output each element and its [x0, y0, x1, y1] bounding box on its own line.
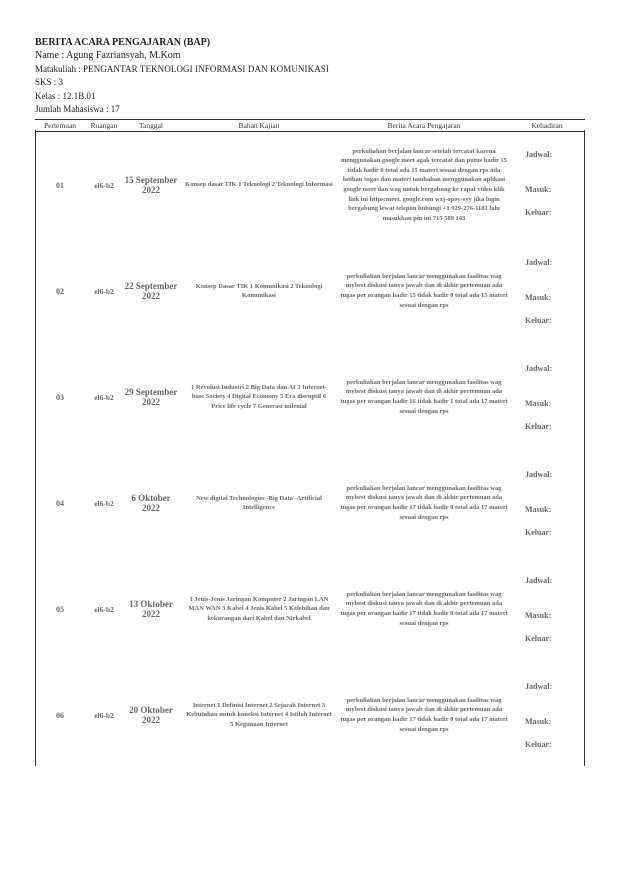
table-row — [35, 132, 585, 239]
kehadiran-keluar-label: Keluar: — [525, 740, 552, 749]
bahan-kajian-cell: 1 Revolusi Industri 2 Big Data dan AI 3 Internet-base Society 4 Digital Economy 5 Era disruptif 6 Price life cycle 7 Generasi milenial — [191, 383, 327, 410]
kehadiran-masuk-label: Masuk: — [525, 717, 552, 726]
tanggal-cell: 29 September 2022 — [124, 386, 178, 407]
pertemuan-cell: 03 — [56, 392, 64, 402]
table-header-row — [35, 120, 585, 132]
kehadiran-group — [517, 132, 585, 238]
tanggal-cell: 6 Oktober 2022 — [131, 492, 171, 513]
ruangan-cell: el6-b2 — [94, 180, 114, 190]
berita-acara-cell: perkuliahan berjalan lancar menggunakan fasilitas wag mybest diskusi tanya jawab dan di akhir pertemuan ada tugas per orangan hadir 17 tidak hadir 0 total ada 17 materi sesuai dengan rps — [340, 590, 508, 627]
table-row — [35, 556, 585, 662]
table-body — [35, 132, 585, 769]
ruangan-cell: el6-b2 — [94, 710, 114, 720]
bahan-kajian-cell: Konsep Dasar TIK 1 Komunikasi 2 Teknologi Komunikasi — [195, 282, 323, 299]
berita-acara-cell: perkuliahan berjalan lancar menggunakan fasilitas wag mybest diskusi tanya jawab dan di akhir pertemuan ada tugas per orangan hadir 16 tidak hadir 1 total ada 17 materi sesuai dengan rps — [340, 378, 508, 415]
kehadiran-keluar-label: Keluar: — [525, 634, 552, 643]
matakuliah-line — [35, 63, 595, 76]
col-header-tanggal: Tanggal — [123, 120, 179, 132]
col-header-berita-acara: Berita Acara Pengajaran — [339, 120, 509, 132]
kehadiran-group — [517, 556, 585, 662]
kehadiran-cell — [509, 450, 585, 556]
ruangan-cell: el6-b2 — [94, 392, 114, 402]
matakuliah-value: PENGANTAR TEKNOLOGI INFORMASI DAN KOMUNIKASI — [83, 63, 330, 74]
tanggal-cell: 22 September 2022 — [124, 280, 178, 301]
tanggal-cell: 20 Oktober 2022 — [129, 704, 173, 725]
kehadiran-masuk-label: Masuk: — [525, 611, 552, 620]
bahan-kajian-cell: Konsep dasar TIK 1 Teknologi 2 Teknologi Informasi — [185, 181, 333, 189]
bahan-kajian-cell: 1 Jenis-Jenis Jaringan Komputer 2 Jaringan LAN MAN WAN 3 Kabel 4 Jenis Kabel 5 Kelebihan dan kekurangan dari Kabel dan Nirkabel — [188, 595, 330, 622]
name-label: Name : — [35, 50, 67, 62]
pertemuan-cell: 05 — [56, 604, 64, 614]
kehadiran-group — [517, 344, 585, 450]
tanggal-cell: 15 September 2022 — [124, 174, 178, 195]
ruangan-cell: el6-b2 — [94, 498, 114, 508]
kehadiran-cell — [509, 662, 585, 768]
col-header-ruangan: Ruangan — [85, 120, 123, 132]
kehadiran-jadwal-label: Jadwal: — [525, 576, 553, 585]
kehadiran-jadwal-label: Jadwal: — [525, 682, 553, 691]
pertemuan-cell: 06 — [56, 710, 64, 720]
pertemuan-cell: 04 — [56, 498, 64, 508]
sks-line: SKS : 3 — [35, 77, 64, 88]
kehadiran-jadwal-label: Jadwal: — [525, 470, 553, 479]
ruangan-cell: el6-b2 — [94, 286, 114, 296]
bahan-kajian-cell: Internet 1 Definisi Internet 2 Sejarah Internet 3 Kebutuhan untuk koneksi Internet 4 Istilah Internet 5 Kegunaan Internet — [186, 701, 332, 728]
kehadiran-masuk-label: Masuk: — [525, 293, 552, 302]
kehadiran-cell — [509, 344, 585, 450]
kelas-line: Kelas : 12.1B.01 — [35, 90, 96, 101]
kehadiran-group — [517, 662, 585, 768]
kehadiran-keluar-label: Keluar: — [525, 208, 552, 217]
bahan-kajian-cell: New digital Technologies -Big Data -Artificial Intelligence — [196, 494, 322, 511]
kehadiran-keluar-label: Keluar: — [525, 316, 552, 325]
kehadiran-masuk-label: Masuk: — [525, 505, 552, 514]
table-row — [35, 662, 585, 768]
jumlah-mahasiswa-line: Jumlah Mahasiswa : 17 — [35, 104, 120, 115]
kehadiran-jadwal-label: Jadwal: — [525, 150, 553, 159]
bap-table — [35, 119, 585, 768]
kehadiran-masuk-label: Masuk: — [525, 399, 552, 408]
berita-acara-cell: perkuliahan berjalan lancar menggunakan fasilitas wag mybest diskusi tanya jawab dan di akhir pertemuan ada tugas per orangan hadir 17 tidak hadir 0 total ada 17 materi sesuai dengan rps — [340, 484, 508, 521]
kehadiran-cell — [509, 132, 585, 239]
col-header-kehadiran: Kehadiran — [509, 120, 585, 132]
kehadiran-cell — [509, 556, 585, 662]
tanggal-cell: 13 Oktober 2022 — [129, 598, 173, 619]
berita-acara-cell: perkuliahan berjalan lancar menggunakan fasilitas wag mybest diskusi tanya jawab dan di akhir pertemuan ada tugas per orangan hadir 15 tidak hadir 0 total ada 15 materi sesuai dengan rps — [340, 272, 508, 309]
document-title: BERITA ACARA PENGAJARAN (BAP) — [35, 37, 211, 48]
document-header — [35, 36, 595, 116]
kehadiran-keluar-label: Keluar: — [525, 528, 552, 537]
berita-acara-cell: perkuliahan berjalan lancar setelah tercatat karena menggunakan google meet agak tercatat dan putus hadir 15 tidak hadir 0 total ada 15 materi sesuai dengan rps ada latihan tugas dan materi tambahan menggunakan aplikasi google meet dan wag untuk bergabung ke rapat video klik link ini https:meet. google.com wxj-opoy-syy jika login bergabung lewat telepon hubungi +1 929-276-1181 lalu masukkan pin ini 715 589 143 — [341, 147, 507, 222]
col-header-bahan-kajian: Bahan Kajian — [179, 120, 339, 132]
lecturer-name: Agung Fazriansyah, M.Kom — [66, 50, 181, 62]
kehadiran-jadwal-label: Jadwal: — [525, 364, 553, 373]
pertemuan-cell: 01 — [56, 180, 64, 190]
kehadiran-cell — [509, 238, 585, 344]
berita-acara-cell: perkuliahan berjalan lancar menggunakan fasilitas wag mybest diskusi tanya jawab dan di akhir pertemuan ada tugas per orangan hadir 17 tidak hadir 0 total ada 17 materi sesuai dengan rps — [340, 696, 508, 733]
kehadiran-keluar-label: Keluar: — [525, 422, 552, 431]
kehadiran-group — [517, 450, 585, 556]
lecturer-line — [35, 49, 595, 62]
kehadiran-jadwal-label: Jadwal: — [525, 258, 553, 267]
kehadiran-masuk-label: Masuk: — [525, 185, 552, 194]
pertemuan-cell: 02 — [56, 286, 64, 296]
ruangan-cell: el6-b2 — [94, 604, 114, 614]
table-row — [35, 238, 585, 344]
table-row — [35, 344, 585, 450]
table-row — [35, 450, 585, 556]
col-header-pertemuan: Pertemuan — [35, 120, 85, 132]
matakuliah-label: Matakuliah : — [35, 63, 83, 74]
kehadiran-group — [517, 238, 585, 344]
